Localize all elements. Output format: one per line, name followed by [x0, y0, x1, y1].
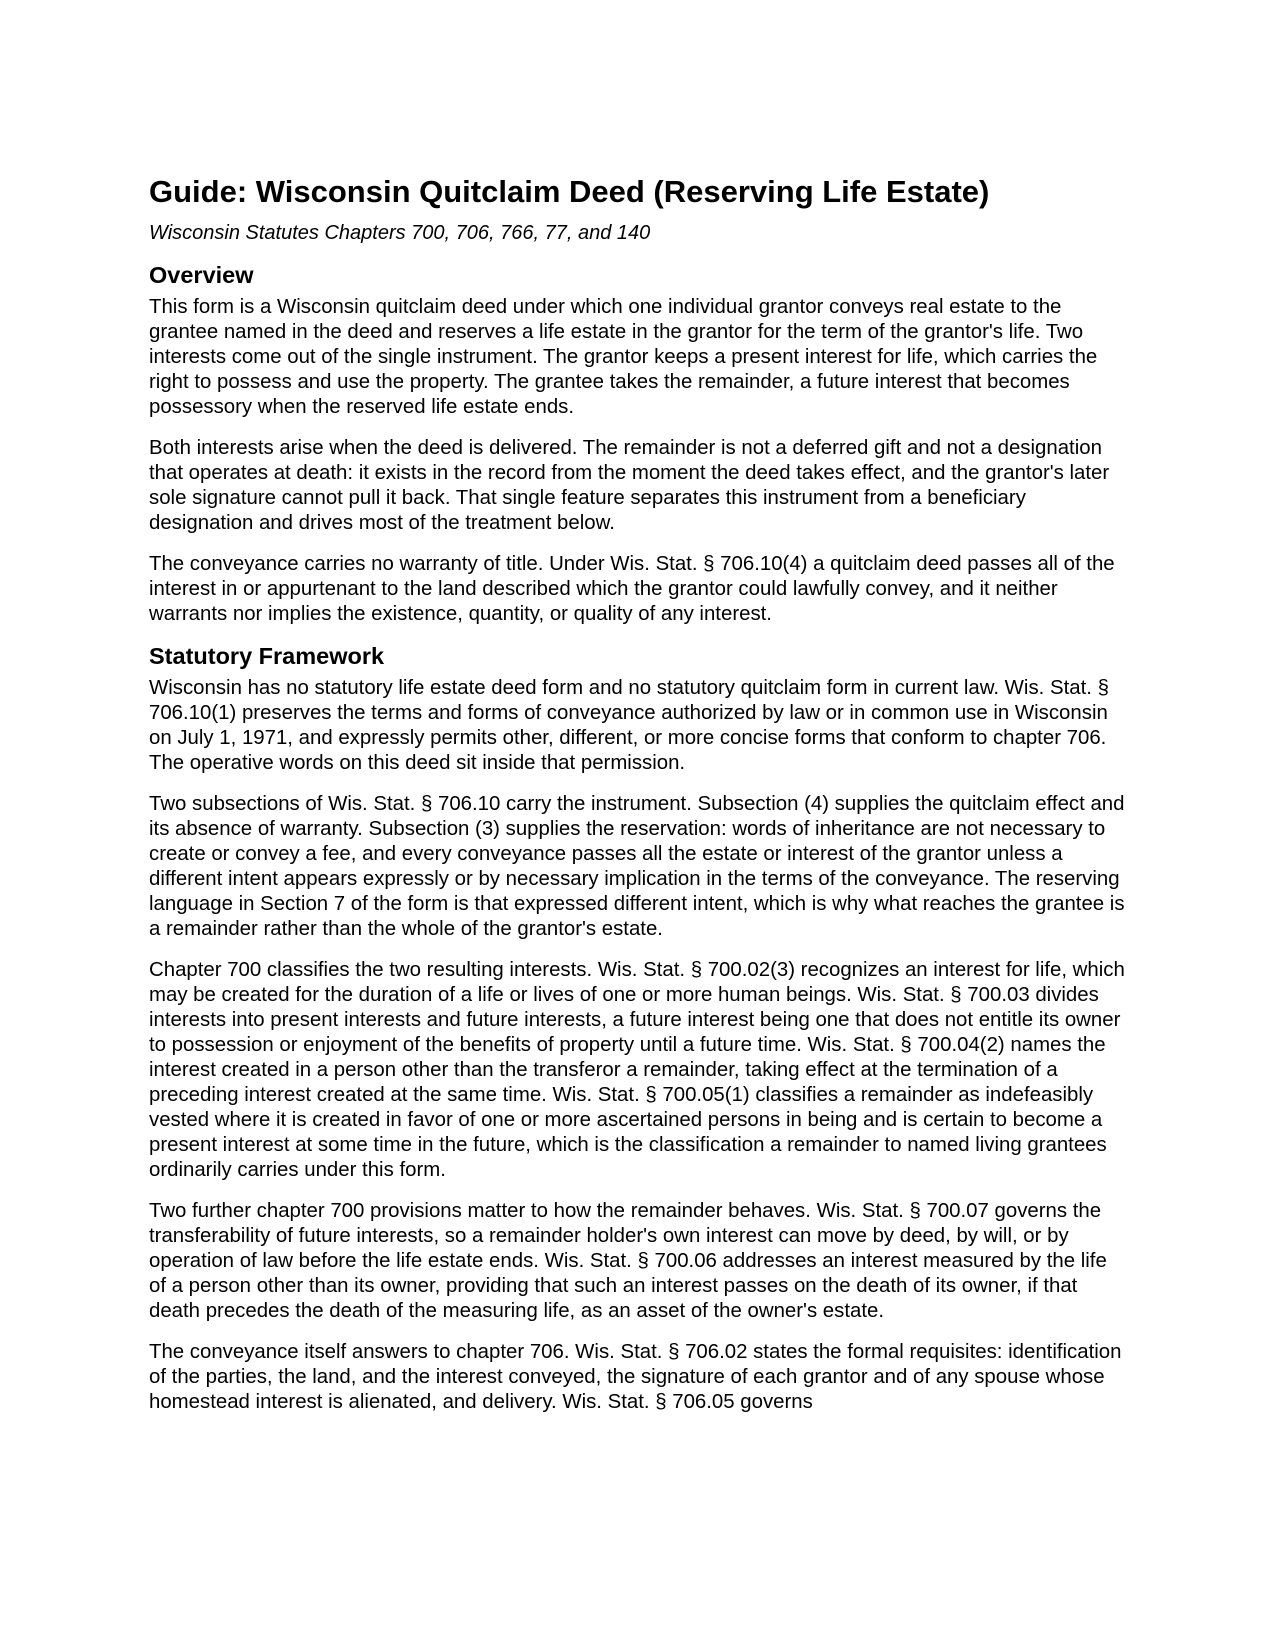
paragraph: The conveyance carries no warranty of title. Under Wis. Stat. § 706.10(4) a quitclaim deed passes all of the interest in or appurtenant to the land described which the grantor could lawfully convey, and it neither warrants nor implies the existence, quantity, or quality of any interest. [149, 553, 1115, 625]
paragraph: Both interests arise when the deed is delivered. The remainder is not a deferred gift and not a designation that operates at death: it exists in the record from the moment the deed takes effect, and the grantor's later sole signature cannot pull it back. That single feature separates this instrument from a beneficiary designation and drives most of the treatment below. [149, 437, 1110, 534]
document-title: Guide: Wisconsin Quitclaim Deed (Reserving Life Estate) [149, 174, 990, 209]
paragraph: Two subsections of Wis. Stat. § 706.10 carry the instrument. Subsection (4) supplies the quitclaim effect and its absence of warranty. Subsection (3) supplies the reservation: words of inheritance are not necessary to create or convey a fee, and every conveyance passes all the estate or interest of the grantor unless a different intent appears expressly or by necessary implication in the terms of the conveyance. The reserving language in Section 7 of the form is that expressed different intent, which is why what reaches the grantee is a remainder rather than the whole of the grantor's estate. [149, 793, 1125, 940]
paragraph: The conveyance itself answers to chapter 706. Wis. Stat. § 706.02 states the formal requisites: identification of the parties, the land, and the interest conveyed, the signature of each grantor and of any spouse whose homestead interest is alienated, and delivery. Wis. Stat. § 706.05 governs [149, 1341, 1122, 1413]
section-heading-statutory-framework: Statutory Framework [149, 643, 385, 669]
document-page [149, 172, 1125, 1415]
section-heading-overview: Overview [149, 262, 254, 288]
paragraph: Two further chapter 700 provisions matter to how the remainder behaves. Wis. Stat. § 700.07 governs the transferability of future interests, so a remainder holder's own interest can move by deed, by will, or by operation of law before the life estate ends. Wis. Stat. § 700.06 addresses an interest measured by the life of a person other than its owner, providing that such an interest passes on the death of its owner, if that death precedes the death of the measuring life, as an asset of the owner's estate. [149, 1200, 1107, 1322]
section-statutory-framework [149, 641, 1125, 1415]
document-subtitle: Wisconsin Statutes Chapters 700, 706, 766, 77, and 140 [149, 222, 651, 244]
paragraph: This form is a Wisconsin quitclaim deed under which one individual grantor conveys real estate to the grantee named in the deed and reserves a life estate in the grantor for the term of the grantor's life. Two interests come out of the single instrument. The grantor keeps a present interest for life, which carries the right to possess and use the property. The grantee takes the remainder, a future interest that becomes possessory when the reserved life estate ends. [149, 296, 1098, 418]
paragraph: Wisconsin has no statutory life estate deed form and no statutory quitclaim form in current law. Wis. Stat. § 706.10(1) preserves the terms and forms of conveyance authorized by law or in common use in Wisconsin on July 1, 1971, and expressly permits other, different, or more concise forms that conform to chapter 706. The operative words on this deed sit inside that permission. [149, 677, 1109, 774]
section-overview [149, 260, 1125, 627]
paragraph: Chapter 700 classifies the two resulting interests. Wis. Stat. § 700.02(3) recognizes an interest for life, which may be created for the duration of a life or lives of one or more human beings. Wis. Stat. § 700.03 divides interests into present interests and future interests, a future interest being one that does not entitle its owner to possession or enjoyment of the benefits of property until a future time. Wis. Stat. § 700.04(2) names the interest created in a person other than the transferor a remainder, taking effect at the termination of a preceding interest created at the same time. Wis. Stat. § 700.05(1) classifies a remainder as indefeasibly vested where it is created in favor of one or more ascertained persons in being and is certain to become a present interest at some time in the future, which is the classification a remainder to named living grantees ordinarily carries under this form. [149, 959, 1125, 1181]
